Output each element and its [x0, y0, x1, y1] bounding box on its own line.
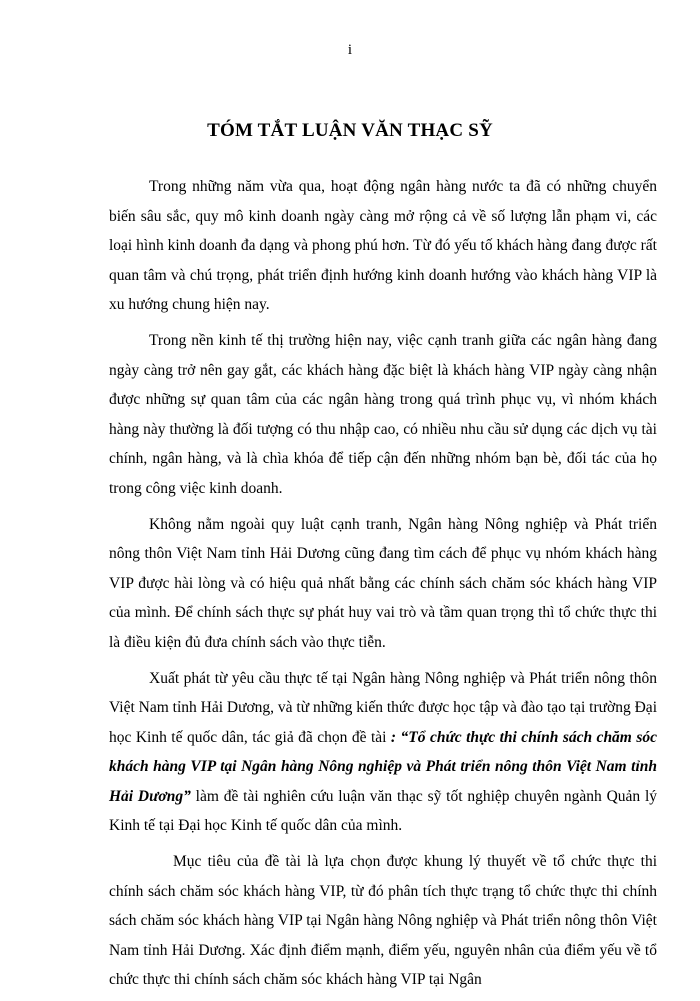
paragraph-research-objectives: Mục tiêu của đề tài là lựa chọn được khung lý thuyết về tổ chức thực thi chính sách chăm sóc khách hàng VIP, từ đó phân tích thực trạng tổ chức thực thi chính sách chăm sóc khách hàng VIP tại Ngân hàng Nông nghiệp và Phát triển nông thôn Việt Nam tỉnh Hải Dương. Xác định điểm mạnh, điểm yếu, nguyên nhân của điểm yếu về tổ chức thực thi chính sách chăm sóc khách hàng VIP tại Ngân [109, 853, 657, 989]
paragraph-research-topic [109, 664, 657, 842]
document-title: TÓM TẮT LUẬN VĂN THẠC SỸ [207, 120, 493, 141]
thesis-summary-body [109, 172, 657, 1001]
topic-outro-text: làm đề tài nghiên cứu luận văn thạc sỹ tốt nghiệp chuyên ngành Quản lý Kinh tế tại Đại học Kinh tế quốc dân của mình. [109, 787, 658, 835]
page-number: i [347, 42, 353, 58]
topic-intro-text: Xuất phát từ yêu cầu thực tế tại Ngân hàng Nông nghiệp và Phát triển nông thôn Việt Nam tỉnh Hải Dương, và từ những kiến thức được học tập và đào tạo tại trường Đại học Kinh tế quốc dân, tác giả đã chọn đề tài [109, 669, 657, 746]
paragraph-market-competition: Trong nền kinh tế thị trường hiện nay, việc cạnh tranh giữa các ngân hàng đang ngày càng trở nên gay gắt, các khách hàng đặc biệt là khách hàng VIP ngày càng nhận được những sự quan tâm của các ngân hàng trong quá trình phục vụ, vì nhóm khách hàng này thường là đối tượng có thu nhập cao, có nhiều nhu cầu sử dụng các dịch vụ tài chính, ngân hàng, và là chìa khóa để tiếp cận đến những nhóm bạn bè, đối tác của họ trong công việc kinh doanh. [109, 331, 657, 497]
paragraph-banking-changes: Trong những năm vừa qua, hoạt động ngân hàng nước ta đã có những chuyển biến sâu sắc, quy mô kinh doanh ngày càng mở rộng cả về số lượng lẫn phạm vi, các loại hình kinh doanh đa dạng và phong phú hơn. Từ đó yếu tố khách hàng đang được rất quan tâm và chú trọng, phát triển định hướng kinh doanh hướng vào khách hàng VIP là xu hướng chung hiện nay. [109, 178, 657, 314]
paragraph-agribank-strategy: Không nằm ngoài quy luật cạnh tranh, Ngân hàng Nông nghiệp và Phát triển nông thôn Việt Nam tỉnh Hải Dương cũng đang tìm cách để phục vụ nhóm khách hàng VIP được hài lòng và có hiệu quả nhất bằng các chính sách chăm sóc khách hàng VIP của mình. Để chính sách thực sự phát huy vai trò và tầm quan trọng thì tổ chức thực thi là điều kiện đủ đưa chính sách vào thực tiễn. [109, 515, 657, 651]
thesis-topic-title: : “Tổ chức thực thi chính sách chăm sóc khách hàng VIP tại Ngân hàng Nông nghiệp và Phát triển nông thôn Việt Nam tỉnh Hải Dương” [109, 728, 657, 805]
